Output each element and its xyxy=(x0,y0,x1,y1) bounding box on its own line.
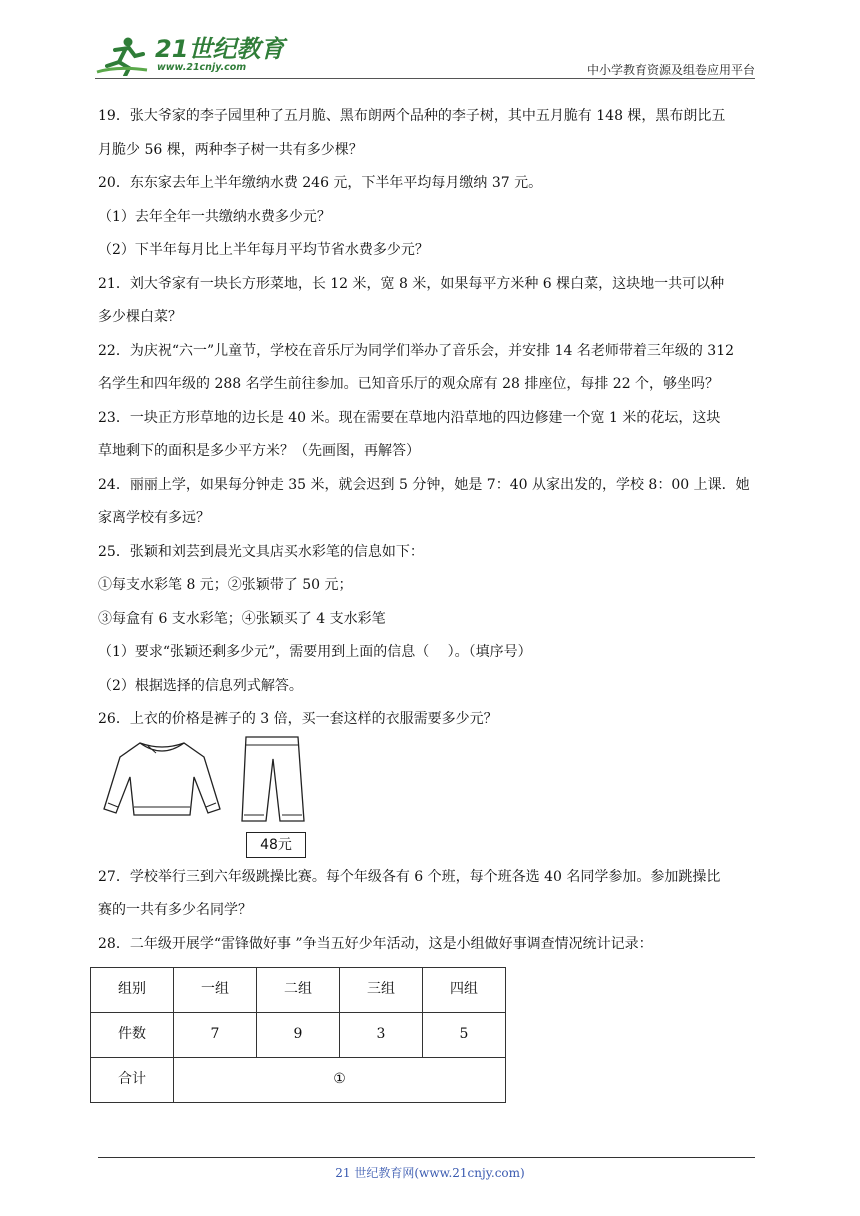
question-line: 家离学校有多远？ xyxy=(98,510,210,526)
table-row xyxy=(91,1058,506,1103)
question-line: （2）下半年每月比上半年每月平均节省水费多少元？ xyxy=(98,242,429,258)
question-line: 24．丽丽上学，如果每分钟走 35 米，就会迟到 5 分钟，她是 7：40 从家出发的，学校 8：00 上课．她 xyxy=(98,476,750,493)
question-28 xyxy=(98,928,762,1104)
pants-icon xyxy=(240,733,306,827)
question-list xyxy=(98,100,762,1103)
clothing-illustration xyxy=(98,737,762,861)
table-cell: 7 xyxy=(174,1013,257,1058)
good-deeds-table xyxy=(90,967,762,1103)
header-divider xyxy=(95,78,755,79)
footer-divider xyxy=(98,1157,755,1158)
question-line: 草地剩下的面积是多少平方米？（先画图，再解答） xyxy=(98,443,420,459)
logo xyxy=(95,36,284,76)
table-cell: 三组 xyxy=(340,968,423,1013)
logo-url: www.21cnjy.com xyxy=(157,62,247,73)
question-19 xyxy=(98,100,762,167)
question-line: 20．东东家去年上半年缴纳水费 246 元，下半年平均每月缴纳 37 元。 xyxy=(98,175,543,191)
question-line: ①每支水彩笔 8 元；②张颖带了 50 元； xyxy=(98,577,353,593)
pants-price-tag xyxy=(246,832,306,858)
question-22 xyxy=(98,335,762,402)
question-line: 22．为庆祝“六一”儿童节，学校在音乐厅为同学们举办了音乐会，并安排 14 名老师带着三年级的 312 xyxy=(98,342,735,359)
table-row xyxy=(91,1013,506,1058)
footer-text: 21 世纪教育网(www.21cnjy.com) xyxy=(335,1166,525,1180)
question-21 xyxy=(98,268,762,335)
question-line: （2）根据选择的信息列式解答。 xyxy=(98,677,303,694)
question-line: 21．刘大爷家有一块长方形菜地，长 12 米，宽 8 米，如果每平方米种 6 棵白菜，这块地一共可以种 xyxy=(98,275,725,292)
question-line: 19．张大爷家的李子园里种了五月脆、黑布朗两个品种的李子树，其中五月脆有 148 棵，黑布朗比五 xyxy=(98,108,726,124)
sweater-icon xyxy=(100,737,224,827)
table-cell: 二组 xyxy=(257,968,340,1013)
question-line: 26．上衣的价格是裤子的 3 倍，买一套这样的衣服需要多少元？ xyxy=(98,711,498,727)
question-line: 28．二年级开展学“雷锋做好事 ”争当五好少年活动，这是小组做好事调查情况统计记录： xyxy=(98,935,653,952)
question-26 xyxy=(98,703,762,861)
question-line: 月脆少 56 棵，两种李子树一共有多少棵？ xyxy=(98,141,363,158)
question-line: ③每盒有 6 支水彩笔；④张颖买了 4 支水彩笔 xyxy=(98,610,386,627)
question-20 xyxy=(98,167,762,268)
table-cell: 件数 xyxy=(91,1013,174,1058)
platform-label: 中小学教育资源及组卷应用平台 xyxy=(586,63,755,77)
question-line: 赛的一共有多少名同学？ xyxy=(98,902,252,918)
question-24 xyxy=(98,469,762,536)
question-line: 25．张颖和刘芸到晨光文具店买水彩笔的信息如下： xyxy=(98,543,424,560)
table-cell: 四组 xyxy=(423,968,506,1013)
question-line: 名学生和四年级的 288 名学生前往参加。已知音乐厅的观众席有 28 排座位，每排 22 个，够坐吗？ xyxy=(98,376,720,392)
logo-title: 21世纪教育 xyxy=(155,35,285,63)
question-line: 23．一块正方形草地的边长是 40 米。现在需要在草地内沿草地的四边修建一个宽 1 米的花坛，这块 xyxy=(98,409,721,426)
pants-price: 48元 xyxy=(260,836,292,853)
table-cell: 组别 xyxy=(91,968,174,1013)
page-header xyxy=(95,30,755,80)
table-cell: 一组 xyxy=(174,968,257,1013)
runner-logo-icon xyxy=(95,36,151,76)
question-line: 27．学校举行三到六年级跳操比赛。每个年级各有 6 个班，每个班各选 40 名同学参加。参加跳操比 xyxy=(98,868,721,885)
question-line: （1）要求“张颖还剩多少元”，需要用到上面的信息（ ）。（填序号） xyxy=(98,644,532,660)
table-row xyxy=(91,968,506,1013)
question-line: 多少棵白菜？ xyxy=(98,309,182,325)
question-23 xyxy=(98,402,762,469)
question-line: （1）去年全年一共缴纳水费多少元？ xyxy=(98,208,331,225)
table-cell: 3 xyxy=(340,1013,423,1058)
question-25 xyxy=(98,536,762,704)
table-cell: 9 xyxy=(257,1013,340,1058)
table-cell: 5 xyxy=(423,1013,506,1058)
question-27 xyxy=(98,861,762,928)
total-cell: ① xyxy=(174,1058,506,1103)
table-cell: 合计 xyxy=(91,1058,174,1103)
